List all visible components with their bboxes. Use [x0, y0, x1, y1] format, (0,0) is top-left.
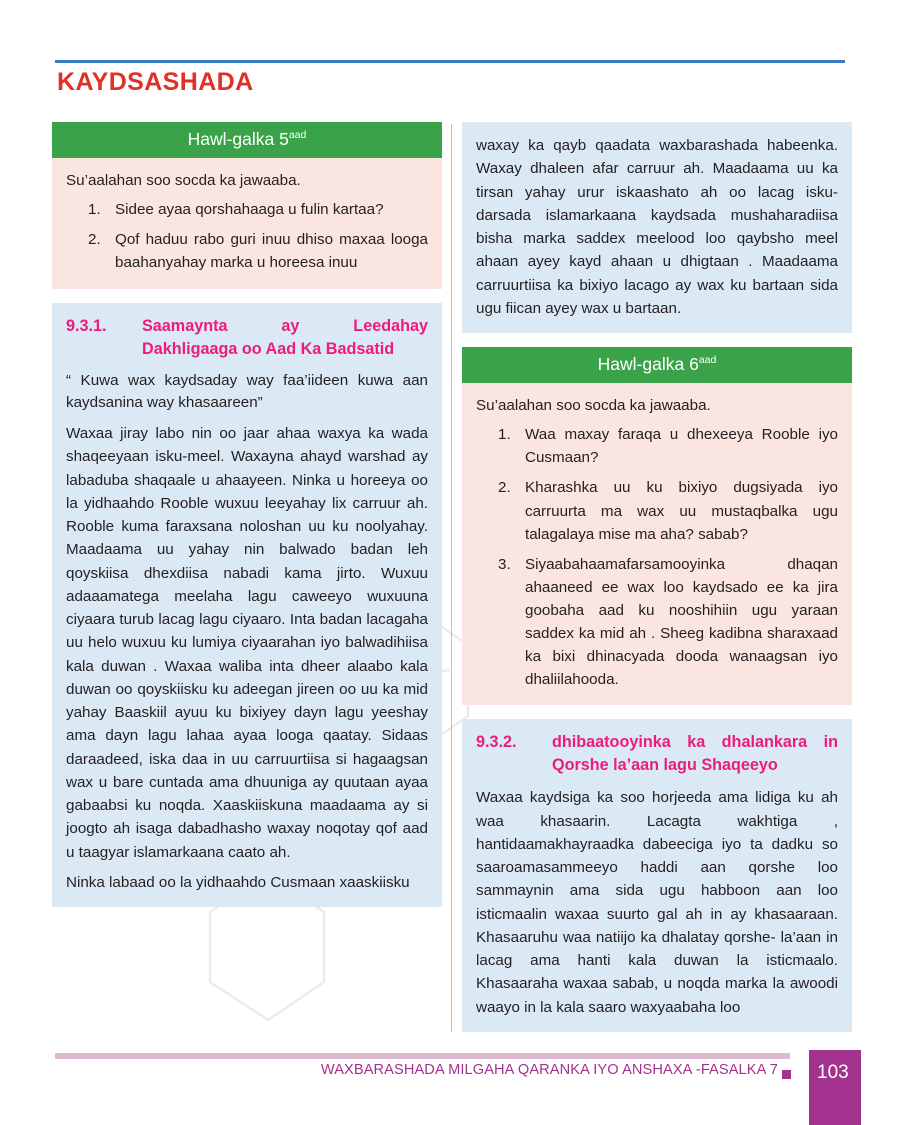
list-item: Sidee ayaa qorshahaaga u fulin kartaa? — [115, 201, 384, 219]
section-9-3-2-title: dhibaatooyinka ka dhalankara in Qorshe la’aan lagu Shaqeeyo — [552, 733, 838, 775]
activity-6-body — [462, 383, 852, 705]
section-9-3-2-heading — [476, 731, 838, 777]
list-item: Waa maxay faraqa u dhexeeya Rooble iyo Cusmaan? — [525, 426, 838, 467]
list-item: Kharashka uu ku bixiyo dugsiyada iyo carruurta ma wax uu mustaqbalka ugu talagalaya mise ma aha? sabab? — [525, 479, 838, 543]
activity-5-title: Hawl-galka 5 — [187, 129, 289, 149]
section-9-3-1-title: Saamaynta ay Leedahay Dakhligaaga oo Aad Ka Badsatid — [142, 316, 428, 358]
list-item: Qof haduu rabo guri inuu dhiso maxaa looga baahanyahay marka u horeesa inuu — [115, 231, 428, 272]
page-number: 103 — [817, 1062, 849, 1083]
section-9-3-1-quote: “ Kuwa wax kaydsaday way faa’iideen kuwa aan kaydsanina way khasaareen” — [66, 371, 428, 412]
right-column — [462, 122, 852, 1032]
footer-rule — [55, 1053, 790, 1059]
section-9-3-1-heading — [66, 315, 428, 361]
section-9-3-1-paragraph-2: Ninka labaad oo la yidhaahdo Cusmaan xaaskiisku — [66, 873, 410, 891]
section-9-3-1-paragraph-1: Waxaa jiray labo nin oo jaar ahaa waxya ka wada shaqeeyaan isku-meel. Waxayna ahayd warshad ay labaduba shaqaale u ahaayeen. Ninka u horeeya oo la yidhaahdo Rooble wuxuu leeyahay lix carruur ah. Rooble kuma faraxsana noloshan uu ku noolyahay. Maadaama uu yahay nin balwado badan leh qoyskiisa dhexdiisa nabadi kama jirto. Wuxuu adaaamatega meelaha lagu caweeyo wuxuuna ciyaara turub lacag lagu ciyaaro. Inta badan lacagaha uu helo wuxuu ku lumiya ciyaarahan iyo balwadihiisa kala duwan . Waxaa waliba inta dheer alaabo kala duwan oo qoyskiisku ku adeegan jireen oo uu ka mid yahay Baaskiil ayuu ku bixiyey dayn lagu yeeshay ama dayn lagu lahaa ayaa looga qaatay. Sidaas daraadeed, iska daa in uu carruurtiisa si hagaagsan wax u bare cuntada ama dhuuniga ay quutaan ayaa gabaabsi ku noqda. Xaaskiiskuna maadaama ay si joogto ah isaga dabadhasho waxay noqotay qof aad u taagyar islamarkaana caato ah. — [66, 425, 428, 861]
header-rule — [55, 60, 845, 63]
section-9-3-2-paragraph-1: Waxaa kaydsiga ka soo horjeeda ama lidiga ku ah waa khasaarin. Lacagta wakhtiga , hantidaamakhayraadka dabeeciga iyo ta dadku so saaroamasammeeyo haddi aan qorshe loo sammaynin ama sida ugu habboon aan loo isticmaalin waxaa suurto gal ah in ay khasaaraan. Khasaaruhu waa natiijo ka dhalatay qorshe- la’aan in lacag ama hanti kala duwan la isticmaalo. Khasaaraha waxaa sabab, u noqda marka la awoodi waayo in la kala saaro waxyaabaha loo — [476, 789, 838, 1016]
page-number-badge — [809, 1050, 861, 1125]
page-title: KAYDSASHADA — [57, 68, 254, 96]
activity-box-6 — [462, 347, 852, 705]
section-9-3-2-number: 9.3.2. — [476, 733, 517, 752]
column-divider — [451, 124, 452, 1032]
activity-6-title: Hawl-galka 6 — [597, 354, 699, 374]
activity-5-ordinal-suffix: aad — [288, 129, 307, 142]
activity-6-question-list — [476, 423, 838, 691]
footer-square-marker-icon — [782, 1070, 791, 1079]
activity-6-header — [462, 347, 852, 383]
section-9-3-1-number: 9.3.1. — [66, 316, 107, 335]
activity-5-question-list — [66, 198, 428, 274]
list-item: Siyaabahaamafarsamooyinka dhaqan ahaaneed ee wax loo kaydsado ee ka jira goobaha aad ku nooshihiin ugu yaraan saddex ka mid ah . Sheeg kadibna sharaxaad ka bixi dhinacyada dooda wanaagsan iyo dhaliilahooda. — [525, 555, 838, 689]
continued-paragraph: waxay ka qayb qaadata waxbarashada habeenka. Waxay dhaleen afar carruur ah. Maadaama uu ka tirsan yahay urur iskaashato ah oo lacag isku-darsada islamarkaana kaydsada mushaharadiisa bisha marka saddex meelood loo qaybsho meel ahaan ayey kayd ahaan u dhigtaan . Maadaama carruurtiisa ka bixiyo lacago ay wax ku bartaan sida ugu fiican ayey wax u bartaan. — [476, 137, 838, 317]
activity-5-lead: Su’aalahan soo socda ka jawaaba. — [66, 172, 301, 190]
section-9-3-2-block — [462, 719, 852, 1032]
left-column — [52, 122, 442, 907]
activity-5-body — [52, 158, 442, 288]
activity-5-header — [52, 122, 442, 158]
activity-6-lead: Su’aalahan soo socda ka jawaaba. — [476, 397, 711, 415]
activity-box-5 — [52, 122, 442, 289]
activity-6-ordinal-suffix: aad — [698, 354, 717, 367]
continued-text-block — [462, 122, 852, 333]
footer-title: WAXBARASHADA MILGAHA QARANKA IYO ANSHAXA -FASALKA 7 — [320, 1062, 778, 1078]
section-9-3-1-block — [52, 303, 442, 908]
